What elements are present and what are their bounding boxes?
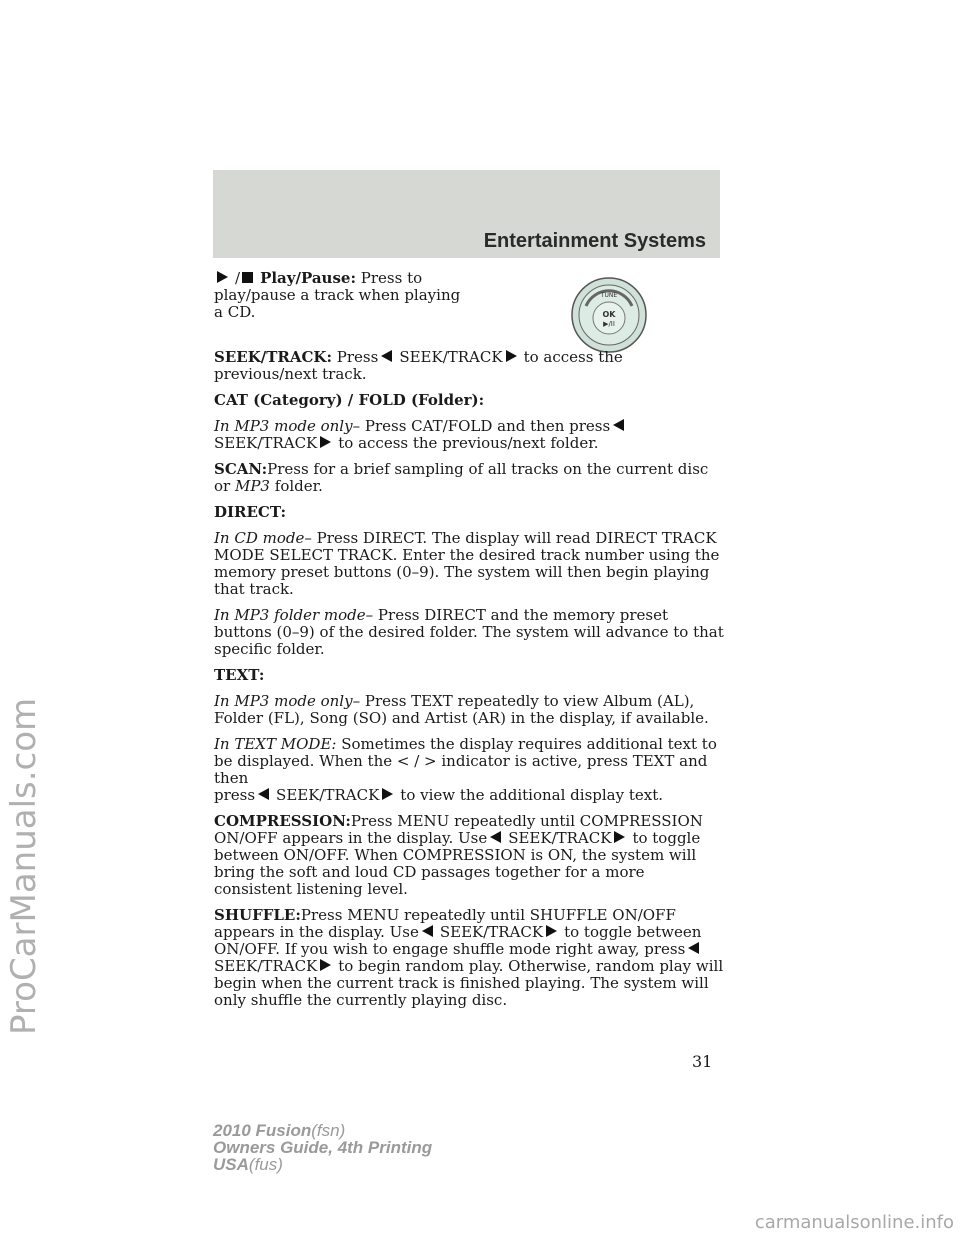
direct-mp3-mode: In MP3 folder mode — [214, 606, 366, 624]
footer-region-code: (fus) — [248, 1155, 283, 1174]
section-title: Entertainment Systems — [483, 230, 706, 252]
separator: / — [235, 269, 241, 287]
shuffle-paragraph — [214, 907, 724, 1009]
page-number: 31 — [692, 1052, 713, 1071]
cat-fold-heading-text: CAT (Category) / FOLD (Folder): — [214, 391, 485, 409]
footer-model: 2010 Fusion — [213, 1121, 312, 1140]
direct-cd-mode: In CD mode — [214, 529, 305, 547]
document-footer — [213, 1122, 432, 1173]
side-watermark — [0, 0, 60, 1242]
cat-text-3: to access the previous/next folder. — [338, 434, 599, 452]
compression-text-2: to toggle between ON/OFF. When COMPRESSION is ON, the system will bring the soft and loud CD passages together for a more consistent listening level. — [214, 829, 701, 898]
manual-content — [214, 270, 724, 1018]
shuffle-text-2: to toggle between ON/OFF. If you wish to engage shuffle mode right away, press — [214, 923, 702, 958]
play-pause-paragraph — [214, 270, 462, 321]
seek-right-icon — [546, 925, 557, 937]
play-icon — [217, 271, 228, 283]
shuffle-text-3: to begin random play. Otherwise, random play will begin when the current track is finished playing. The system will only shuffle the currently playing disc. — [214, 957, 724, 1009]
seek-right-icon — [614, 831, 625, 843]
pause-icon — [242, 272, 248, 283]
direct-heading — [214, 504, 724, 521]
compression-label: COMPRESSION: — [214, 812, 351, 830]
scan-paragraph — [214, 461, 724, 495]
side-watermark-text: ProCarManuals.com — [4, 697, 44, 1035]
cat-fold-heading — [214, 392, 724, 409]
cat-fold-paragraph — [214, 418, 724, 452]
text-seek-track: SEEK/TRACK — [276, 786, 380, 804]
play-pause-label: Play/Pause: — [260, 269, 356, 287]
shuffle-seek-track-1: SEEK/TRACK — [439, 923, 544, 941]
cat-mode-label: In MP3 mode only — [214, 417, 353, 435]
scan-label: SCAN: — [214, 460, 268, 478]
site-watermark: carmanualsonline.info — [754, 1212, 954, 1233]
tune-label: TUNE — [600, 292, 618, 299]
seek-end-text: to access the previous/next track. — [214, 348, 623, 383]
direct-heading-text: DIRECT: — [214, 503, 287, 521]
text-end: to view the additional display text. — [400, 786, 664, 804]
footer-region: USA — [213, 1155, 249, 1174]
seek-press-text: Press — [336, 348, 379, 366]
scan-text-1: Press for a brief sampling of all tracks on the current disc or — [214, 460, 709, 495]
play-pause-text-1: Press to — [360, 269, 423, 287]
direct-cd-text: – Press DIRECT. The display will read DIRECT TRACK MODE SELECT TRACK. Enter the desired track number using the memory preset buttons (0–9). The system will then begin playing that track. — [214, 529, 720, 598]
shuffle-text-1: Press MENU repeatedly until SHUFFLE ON/OFF appears in the display. Use — [214, 906, 676, 941]
seek-right-icon — [382, 788, 393, 800]
seek-track-paragraph — [214, 349, 724, 383]
compression-text-1: Press MENU repeatedly until COMPRESSION ON/OFF appears in the display. Use — [214, 812, 703, 847]
section-header-band — [213, 170, 720, 258]
seek-left-icon — [258, 788, 269, 800]
seek-right-icon — [320, 959, 331, 971]
seek-left-icon — [490, 831, 501, 843]
text-press: press — [214, 786, 256, 804]
text-heading-text: TEXT: — [214, 666, 265, 684]
ok-label: OK — [602, 310, 616, 319]
compression-seek-track: SEEK/TRACK — [508, 829, 612, 847]
text-heading — [214, 667, 724, 684]
text-mp3-paragraph — [214, 693, 724, 727]
shuffle-label: SHUFFLE: — [214, 906, 301, 924]
play-pause-label: ▶/II — [603, 320, 615, 328]
cat-text-1: – Press CAT/FOLD and then press — [352, 417, 611, 435]
seek-right-icon — [320, 436, 331, 448]
scan-mode: MP3 — [234, 477, 270, 495]
direct-mp3-text: – Press DIRECT and the memory preset buttons (0–9) of the desired folder. The system will advance to that specific folder. — [214, 606, 724, 658]
text-mode-text: Sometimes the display requires additional text to be displayed. When the < / > indicator is active, press TEXT and then — [214, 735, 717, 787]
seek-right-icon — [506, 350, 517, 362]
play-pause-text-2: play/pause a track when playing a CD. — [214, 286, 461, 321]
scan-text-2: folder. — [274, 477, 323, 495]
seek-left-icon — [688, 942, 699, 954]
text-mp3-text: – Press TEXT repeatedly to view Album (AL), Folder (FL), Song (SO) and Artist (AR) in the display, if available. — [214, 692, 709, 727]
shuffle-seek-track-2: SEEK/TRACK — [214, 957, 318, 975]
text-mp3-mode: In MP3 mode only — [214, 692, 353, 710]
seek-left-icon — [613, 419, 624, 431]
direct-mp3-paragraph — [214, 607, 724, 658]
seek-left-icon — [381, 350, 392, 362]
footer-model-code: (fsn) — [311, 1121, 346, 1140]
cat-text-2: SEEK/TRACK — [214, 434, 318, 452]
seek-track-text: SEEK/TRACK — [399, 348, 503, 366]
text-mode-label: In TEXT MODE: — [214, 735, 337, 753]
seek-track-label: SEEK/TRACK: — [214, 348, 332, 366]
text-mode-paragraph — [214, 736, 724, 804]
footer-guide: Owners Guide, 4th Printing — [213, 1138, 433, 1157]
compression-paragraph — [214, 813, 724, 898]
seek-left-icon — [422, 925, 433, 937]
direct-cd-paragraph — [214, 530, 724, 598]
